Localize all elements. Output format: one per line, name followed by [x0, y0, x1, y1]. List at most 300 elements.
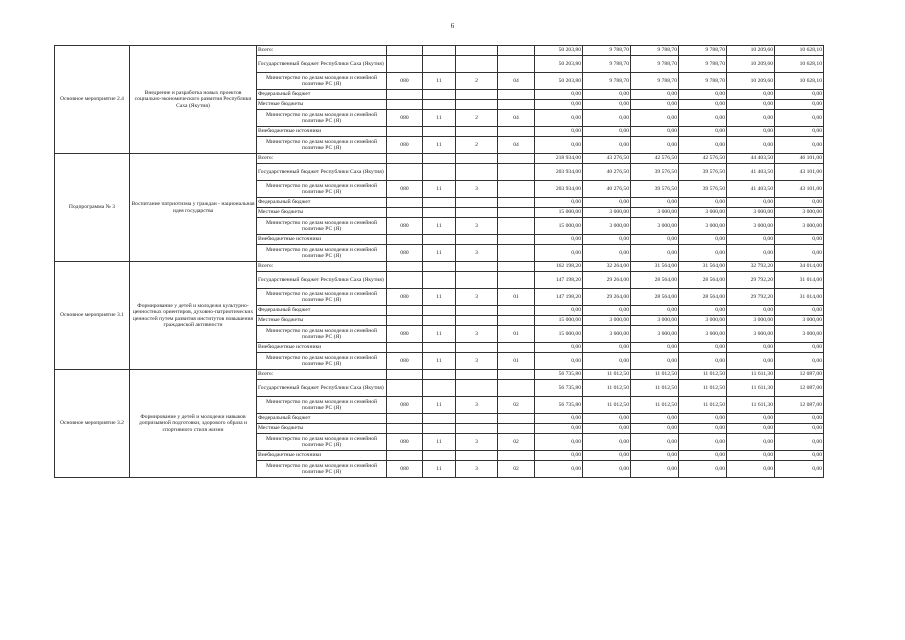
funding-source: Министерство по делам молодежи и семейной политике РС (Я) [257, 73, 387, 90]
cs-sub-code [498, 90, 535, 100]
grbs-code: 080 [387, 181, 423, 198]
cs-code [456, 370, 498, 380]
year-value: 3 000,00 [679, 316, 727, 326]
year-value: 0,00 [679, 90, 727, 100]
grbs-code: 080 [387, 245, 423, 262]
cs-code [456, 164, 498, 181]
total-value: 50 203,80 [535, 46, 583, 56]
cs-code: 3 [456, 218, 498, 235]
year-value: 3 000,00 [583, 316, 631, 326]
rzpr-code: 11 [423, 397, 456, 414]
program-name: Внедрение и разработка новых проектов социально-экономического развития Республики Саха (Якутия) [130, 46, 257, 154]
total-value: 0,00 [535, 461, 583, 478]
total-value: 147 198,20 [535, 289, 583, 306]
year-value: 0,00 [631, 235, 679, 245]
total-value: 0,00 [535, 100, 583, 110]
year-value: 0,00 [583, 127, 631, 137]
total-value: 0,00 [535, 235, 583, 245]
year-value: 0,00 [583, 414, 631, 424]
year-value: 3 000,00 [679, 326, 727, 343]
year-value: 11 012,50 [679, 370, 727, 380]
cs-code [456, 208, 498, 218]
year-value: 12 087,00 [775, 397, 824, 414]
cs-sub-code [498, 245, 535, 262]
funding-source: Министерство по делам молодежи и семейной политике РС (Я) [257, 353, 387, 370]
table-row [55, 262, 824, 272]
year-value: 28 564,00 [631, 289, 679, 306]
year-value: 3 000,00 [583, 208, 631, 218]
year-value: 29 264,00 [583, 272, 631, 289]
year-value: 31 014,00 [775, 289, 824, 306]
cs-sub-code: 04 [498, 137, 535, 154]
funding-source: Министерство по делам молодежи и семейной политике РС (Я) [257, 218, 387, 235]
rzpr-code: 11 [423, 434, 456, 451]
rzpr-code [423, 262, 456, 272]
year-value: 9 788,70 [583, 73, 631, 90]
cs-sub-code [498, 272, 535, 289]
year-value: 0,00 [583, 306, 631, 316]
total-value: 0,00 [535, 245, 583, 262]
total-value: 15 000,00 [535, 208, 583, 218]
cs-sub-code [498, 100, 535, 110]
year-value: 0,00 [775, 100, 824, 110]
year-value: 43 101,00 [775, 181, 824, 198]
year-value: 0,00 [679, 424, 727, 434]
funding-source: Федеральный бюджет [257, 198, 387, 208]
year-value: 0,00 [631, 90, 679, 100]
cs-code [456, 451, 498, 461]
funding-source: Федеральный бюджет [257, 306, 387, 316]
cs-sub-code: 04 [498, 110, 535, 127]
year-value: 3 000,00 [631, 326, 679, 343]
cs-sub-code: 01 [498, 326, 535, 343]
year-value: 0,00 [583, 451, 631, 461]
cs-code: 3 [456, 434, 498, 451]
cs-code [456, 235, 498, 245]
cs-code [456, 380, 498, 397]
cs-code: 3 [456, 397, 498, 414]
rzpr-code [423, 56, 456, 73]
rzpr-code [423, 198, 456, 208]
year-value: 0,00 [679, 110, 727, 127]
year-value: 0,00 [679, 353, 727, 370]
cs-sub-code: 04 [498, 73, 535, 90]
year-value: 40 276,50 [583, 181, 631, 198]
grbs-code [387, 90, 423, 100]
year-value: 0,00 [583, 137, 631, 154]
year-value: 29 792,20 [727, 272, 775, 289]
total-value: 50 203,80 [535, 56, 583, 73]
cs-sub-code [498, 451, 535, 461]
rzpr-code [423, 380, 456, 397]
year-value: 11 012,50 [679, 397, 727, 414]
year-value: 9 788,70 [679, 73, 727, 90]
year-value: 0,00 [775, 198, 824, 208]
rzpr-code [423, 316, 456, 326]
cs-sub-code [498, 164, 535, 181]
year-value: 0,00 [679, 137, 727, 154]
year-value: 11 012,50 [583, 370, 631, 380]
rzpr-code [423, 424, 456, 434]
year-value: 39 576,50 [679, 164, 727, 181]
program-code: Подпрограмма № 3 [55, 154, 130, 262]
grbs-code: 080 [387, 110, 423, 127]
program-code: Основное мероприятие 2.4 [55, 46, 130, 154]
funding-source: Министерство по делам молодежи и семейной политике РС (Я) [257, 434, 387, 451]
budget-table [54, 45, 824, 478]
funding-source: Министерство по делам молодежи и семейной политике РС (Я) [257, 397, 387, 414]
year-value: 3 000,00 [583, 326, 631, 343]
funding-source: Внебюджетные источники [257, 343, 387, 353]
cs-sub-code [498, 262, 535, 272]
year-value: 41 403,50 [727, 181, 775, 198]
cs-code: 2 [456, 73, 498, 90]
grbs-code: 080 [387, 326, 423, 343]
total-value: 0,00 [535, 306, 583, 316]
funding-source: Министерство по делам молодежи и семейной политике РС (Я) [257, 245, 387, 262]
year-value: 3 000,00 [727, 326, 775, 343]
year-value: 0,00 [631, 414, 679, 424]
funding-source: Государственный бюджет Республики Саха (Якутия) [257, 380, 387, 397]
grbs-code [387, 198, 423, 208]
total-value: 50 203,80 [535, 73, 583, 90]
year-value: 0,00 [631, 353, 679, 370]
funding-source: Министерство по делам молодежи и семейной политике РС (Я) [257, 137, 387, 154]
cs-sub-code [498, 306, 535, 316]
year-value: 11 012,50 [679, 380, 727, 397]
page-number: 6 [450, 22, 455, 30]
funding-source: Местные бюджеты [257, 208, 387, 218]
year-value: 29 264,00 [583, 289, 631, 306]
total-value: 15 000,00 [535, 218, 583, 235]
year-value: 0,00 [775, 127, 824, 137]
program-code: Основное мероприятие 3.2 [55, 370, 130, 478]
year-value: 42 576,50 [679, 154, 727, 164]
funding-source: Внебюджетные источники [257, 235, 387, 245]
rzpr-code [423, 414, 456, 424]
cs-code: 2 [456, 137, 498, 154]
year-value: 10 209,60 [727, 46, 775, 56]
year-value: 0,00 [631, 110, 679, 127]
year-value: 39 576,50 [679, 181, 727, 198]
cs-sub-code: 02 [498, 434, 535, 451]
year-value: 0,00 [679, 434, 727, 451]
rzpr-code [423, 154, 456, 164]
grbs-code [387, 380, 423, 397]
year-value: 0,00 [631, 137, 679, 154]
year-value: 0,00 [631, 343, 679, 353]
year-value: 0,00 [583, 353, 631, 370]
year-value: 0,00 [775, 343, 824, 353]
cs-sub-code [498, 181, 535, 198]
year-value: 3 000,00 [775, 218, 824, 235]
rzpr-code: 11 [423, 181, 456, 198]
year-value: 0,00 [631, 424, 679, 434]
year-value: 12 087,00 [775, 370, 824, 380]
grbs-code [387, 451, 423, 461]
year-value: 42 576,50 [631, 154, 679, 164]
year-value: 11 012,50 [631, 370, 679, 380]
cs-sub-code [498, 208, 535, 218]
year-value: 31 564,00 [679, 262, 727, 272]
funding-source: Федеральный бюджет [257, 90, 387, 100]
cs-sub-code [498, 370, 535, 380]
rzpr-code: 11 [423, 137, 456, 154]
cs-code [456, 100, 498, 110]
cs-sub-code [498, 127, 535, 137]
cs-sub-code [498, 316, 535, 326]
cs-sub-code [498, 380, 535, 397]
rzpr-code: 11 [423, 73, 456, 90]
grbs-code [387, 56, 423, 73]
year-value: 3 000,00 [727, 218, 775, 235]
year-value: 0,00 [775, 414, 824, 424]
year-value: 0,00 [775, 434, 824, 451]
year-value: 12 087,00 [775, 380, 824, 397]
year-value: 0,00 [583, 198, 631, 208]
year-value: 0,00 [679, 343, 727, 353]
cs-code [456, 272, 498, 289]
year-value: 10 209,60 [727, 73, 775, 90]
year-value: 0,00 [775, 461, 824, 478]
grbs-code [387, 306, 423, 316]
year-value: 11 611,30 [727, 397, 775, 414]
year-value: 3 000,00 [679, 218, 727, 235]
year-value: 32 792,20 [727, 262, 775, 272]
funding-source: Местные бюджеты [257, 100, 387, 110]
rzpr-code [423, 164, 456, 181]
year-value: 46 101,00 [775, 154, 824, 164]
rzpr-code [423, 100, 456, 110]
cs-code [456, 316, 498, 326]
rzpr-code: 11 [423, 289, 456, 306]
year-value: 0,00 [727, 127, 775, 137]
cs-sub-code [498, 198, 535, 208]
rzpr-code [423, 90, 456, 100]
year-value: 9 788,70 [679, 46, 727, 56]
year-value: 0,00 [727, 353, 775, 370]
total-value: 218 934,00 [535, 154, 583, 164]
cs-sub-code: 02 [498, 397, 535, 414]
cs-code: 3 [456, 353, 498, 370]
cs-code [456, 414, 498, 424]
grbs-code: 080 [387, 289, 423, 306]
year-value: 39 576,50 [631, 181, 679, 198]
cs-sub-code [498, 46, 535, 56]
total-value: 162 198,20 [535, 262, 583, 272]
total-value: 0,00 [535, 343, 583, 353]
grbs-code: 080 [387, 73, 423, 90]
year-value: 0,00 [679, 198, 727, 208]
year-value: 0,00 [775, 353, 824, 370]
year-value: 11 012,50 [583, 380, 631, 397]
year-value: 3 000,00 [775, 208, 824, 218]
year-value: 0,00 [631, 127, 679, 137]
year-value: 0,00 [727, 100, 775, 110]
year-value: 3 000,00 [631, 208, 679, 218]
year-value: 0,00 [583, 100, 631, 110]
year-value: 0,00 [679, 127, 727, 137]
grbs-code [387, 164, 423, 181]
rzpr-code [423, 451, 456, 461]
funding-source: Всего: [257, 370, 387, 380]
funding-source: Министерство по делам молодежи и семейной политике РС (Я) [257, 289, 387, 306]
year-value: 3 000,00 [775, 316, 824, 326]
total-value: 203 934,00 [535, 181, 583, 198]
funding-source: Всего: [257, 46, 387, 56]
year-value: 0,00 [679, 235, 727, 245]
year-value: 0,00 [727, 90, 775, 100]
cs-sub-code [498, 235, 535, 245]
rzpr-code [423, 306, 456, 316]
cs-sub-code [498, 424, 535, 434]
year-value: 10 628,10 [775, 73, 824, 90]
year-value: 28 564,00 [631, 272, 679, 289]
year-value: 0,00 [727, 137, 775, 154]
cs-sub-code [498, 154, 535, 164]
cs-code: 3 [456, 245, 498, 262]
year-value: 0,00 [727, 343, 775, 353]
program-name: Формирование у детей и молодежи навыков допризывной подготовки, здорового образа и спортивного стиля жизни [130, 370, 257, 478]
funding-source: Местные бюджеты [257, 424, 387, 434]
year-value: 0,00 [727, 235, 775, 245]
total-value: 0,00 [535, 414, 583, 424]
year-value: 3 000,00 [679, 208, 727, 218]
grbs-code [387, 370, 423, 380]
funding-source: Внебюджетные источники [257, 127, 387, 137]
grbs-code [387, 424, 423, 434]
year-value: 31 564,00 [631, 262, 679, 272]
year-value: 3 000,00 [727, 208, 775, 218]
year-value: 0,00 [727, 434, 775, 451]
total-value: 0,00 [535, 353, 583, 370]
grbs-code: 080 [387, 461, 423, 478]
total-value: 0,00 [535, 137, 583, 154]
year-value: 10 628,10 [775, 46, 824, 56]
year-value: 11 012,50 [631, 380, 679, 397]
total-value: 56 735,80 [535, 380, 583, 397]
funding-source: Государственный бюджет Республики Саха (Якутия) [257, 56, 387, 73]
year-value: 10 628,10 [775, 56, 824, 73]
total-value: 15 000,00 [535, 326, 583, 343]
year-value: 40 276,50 [583, 164, 631, 181]
year-value: 0,00 [583, 235, 631, 245]
cs-code: 2 [456, 110, 498, 127]
total-value: 0,00 [535, 424, 583, 434]
rzpr-code [423, 46, 456, 56]
year-value: 3 000,00 [631, 316, 679, 326]
year-value: 11 611,30 [727, 370, 775, 380]
rzpr-code [423, 235, 456, 245]
funding-source: Всего: [257, 262, 387, 272]
year-value: 0,00 [679, 306, 727, 316]
year-value: 0,00 [775, 235, 824, 245]
total-value: 0,00 [535, 90, 583, 100]
year-value: 9 788,70 [631, 73, 679, 90]
rzpr-code [423, 127, 456, 137]
year-value: 0,00 [775, 110, 824, 127]
year-value: 0,00 [727, 245, 775, 262]
funding-source: Министерство по делам молодежи и семейной политике РС (Я) [257, 326, 387, 343]
table-row [55, 154, 824, 164]
rzpr-code [423, 208, 456, 218]
funding-source: Местные бюджеты [257, 316, 387, 326]
grbs-code [387, 316, 423, 326]
year-value: 0,00 [727, 424, 775, 434]
year-value: 31 014,00 [775, 272, 824, 289]
year-value: 0,00 [727, 451, 775, 461]
rzpr-code [423, 272, 456, 289]
grbs-code [387, 46, 423, 56]
grbs-code [387, 100, 423, 110]
cs-code [456, 90, 498, 100]
funding-source: Всего: [257, 154, 387, 164]
grbs-code [387, 127, 423, 137]
year-value: 0,00 [727, 414, 775, 424]
total-value: 0,00 [535, 451, 583, 461]
year-value: 0,00 [583, 90, 631, 100]
year-value: 0,00 [775, 90, 824, 100]
year-value: 0,00 [631, 306, 679, 316]
year-value: 43 276,50 [583, 154, 631, 164]
total-value: 203 934,00 [535, 164, 583, 181]
grbs-code: 080 [387, 137, 423, 154]
cs-sub-code [498, 343, 535, 353]
year-value: 9 788,70 [583, 56, 631, 73]
total-value: 56 735,80 [535, 370, 583, 380]
cs-code [456, 154, 498, 164]
year-value: 0,00 [775, 424, 824, 434]
total-value: 0,00 [535, 127, 583, 137]
year-value: 0,00 [631, 461, 679, 478]
year-value: 44 403,50 [727, 154, 775, 164]
funding-source: Министерство по делам молодежи и семейной политике РС (Я) [257, 461, 387, 478]
cs-sub-code: 01 [498, 353, 535, 370]
cs-code [456, 262, 498, 272]
year-value: 0,00 [583, 245, 631, 262]
table-row [55, 46, 824, 56]
year-value: 0,00 [583, 434, 631, 451]
cs-code: 3 [456, 461, 498, 478]
program-name: Формирование у детей и молодежи культурно-ценностных ориентиров, духовно-патриотических ценностей путем развития институтов повышения гражданской активности [130, 262, 257, 370]
year-value: 11 012,50 [631, 397, 679, 414]
grbs-code [387, 154, 423, 164]
year-value: 28 564,00 [679, 289, 727, 306]
grbs-code: 080 [387, 353, 423, 370]
rzpr-code: 11 [423, 353, 456, 370]
cs-sub-code [498, 414, 535, 424]
year-value: 0,00 [679, 461, 727, 478]
year-value: 0,00 [583, 110, 631, 127]
year-value: 3 000,00 [775, 326, 824, 343]
table-row [55, 370, 824, 380]
cs-code [456, 127, 498, 137]
year-value: 0,00 [775, 245, 824, 262]
cs-code [456, 198, 498, 208]
grbs-code [387, 262, 423, 272]
rzpr-code: 11 [423, 245, 456, 262]
year-value: 0,00 [583, 461, 631, 478]
cs-sub-code: 01 [498, 289, 535, 306]
year-value: 0,00 [583, 343, 631, 353]
total-value: 56 735,80 [535, 397, 583, 414]
year-value: 3 000,00 [631, 218, 679, 235]
year-value: 0,00 [727, 306, 775, 316]
year-value: 39 576,50 [631, 164, 679, 181]
grbs-code: 080 [387, 218, 423, 235]
cs-code [456, 424, 498, 434]
year-value: 0,00 [727, 198, 775, 208]
